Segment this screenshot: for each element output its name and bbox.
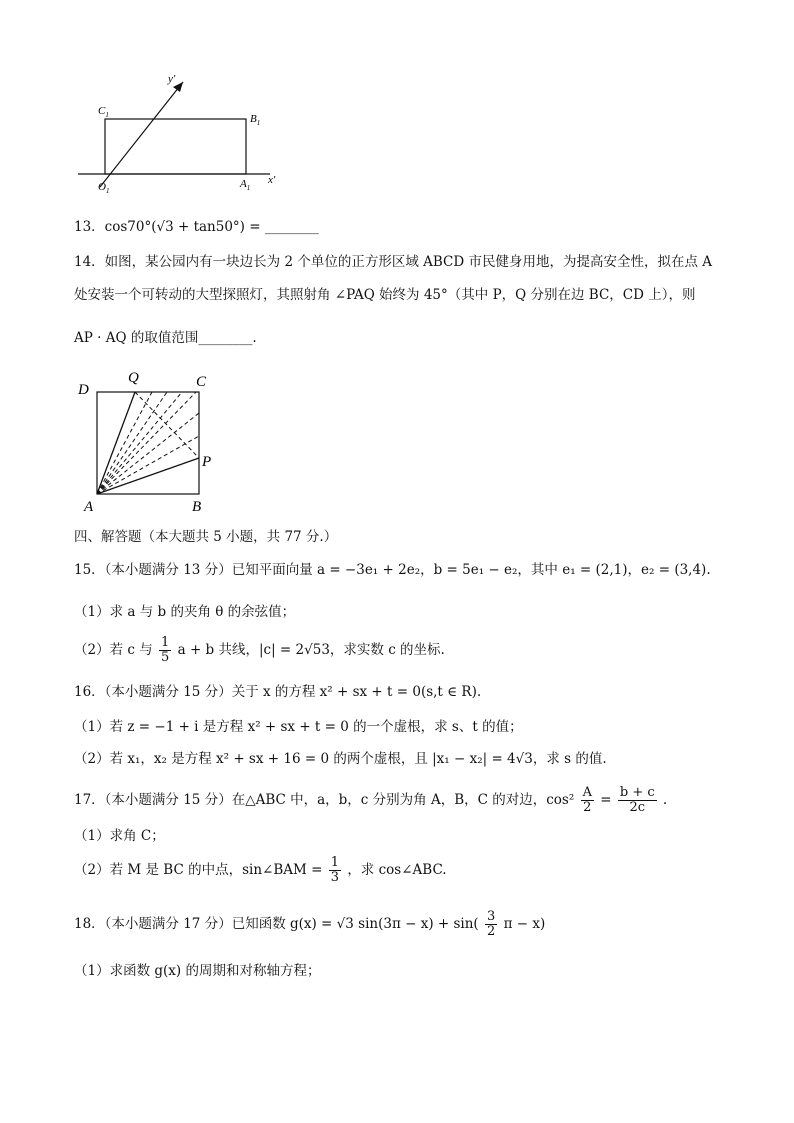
question-15-part2: [74, 636, 445, 665]
label-A: A: [84, 499, 94, 515]
question-15-stem: 15．（本小题满分 13 分）已知平面向量 a = −3e₁ + 2e₂，b = 5e₁ − e₂，其中 e₁ = (2,1)，e₂ = (3,4).: [74, 562, 711, 578]
q17-stem-text-b: .: [662, 792, 668, 808]
label-D: D: [78, 382, 89, 398]
segment-QP: [135, 392, 199, 458]
q17-p2-fraction: $\frac{1}{3}$: [330, 855, 340, 885]
question-17-part1: （1）求角 C；: [74, 828, 165, 844]
q17-equals: =: [600, 792, 612, 808]
label-B: B: [192, 499, 202, 515]
q15-p2-fraction: $\frac{1}{5}$: [161, 635, 170, 665]
y-axis: [100, 82, 183, 187]
question-16-part1: （1）若 z = −1 + i 是方程 x² + sx + t = 0 的一个虚根，求 s、t 的值；: [74, 719, 523, 735]
question-17-part2: [74, 856, 447, 885]
label-y-prime: y': [168, 73, 176, 85]
dashed-ray-6: [97, 436, 199, 494]
label-Q: Q: [128, 370, 139, 386]
q17-stem-text-a: 17．（本小题满分 15 分）在△ABC 中，a，b，c 分别为角 A，B，C 的对边，cos²: [74, 792, 575, 808]
section-title: 四、解答题（本大题共 5 小题，共 77 分.）: [74, 529, 338, 545]
label-P: P: [202, 454, 212, 470]
question-14-line2: 处安装一个可转动的大型探照灯，其照射角 ∠PAQ 始终为 45°（其中 P，Q 分别在边 BC，CD 上），则: [74, 287, 696, 303]
label-A1: $A_1$: [240, 178, 251, 192]
label-C: C: [196, 374, 207, 390]
label-O1: $O_1$: [98, 181, 110, 195]
rectangle-O1A1B1C1: [105, 119, 246, 174]
q18-fraction-3-over-2: $\frac{3}{2}$: [487, 909, 496, 939]
question-18-stem: [74, 910, 545, 939]
q17-p2-text-b: ，求 cos∠ABC.: [347, 862, 447, 878]
dashed-ray-2: [97, 392, 167, 494]
q18-stem-text-b: π − x): [503, 916, 546, 932]
question-15-part1: （1）求 a 与 b 的夹角 θ 的余弦值；: [74, 604, 296, 620]
question-16-part2: （2）若 x₁，x₂ 是方程 x² + sx + 16 = 0 的两个虚根，且 |x₁ − x₂| = 4√3，求 s 的值.: [74, 751, 607, 767]
question-16-stem: 16．（本小题满分 15 分）关于 x 的方程 x² + sx + t = 0(s,t ∈ R).: [74, 684, 482, 700]
question-14-line1: 14．如图，某公园内有一块边长为 2 个单位的正方形区域 ABCD 市民健身用地，为提高安全性，拟在点 A: [74, 254, 713, 270]
question-13: 13．cos70°(√3 + tan50°) = ________: [74, 219, 319, 235]
q18-stem-text-a: 18．（本小题满分 17 分）已知函数 g(x) = √3 sin(3π − x) + sin(: [74, 916, 479, 932]
question-14-line3: AP · AQ 的取值范围________.: [74, 330, 257, 346]
question-17-stem: [74, 786, 667, 815]
figure-square-searchlight: [70, 368, 230, 518]
dashed-ray-4: [97, 392, 196, 494]
label-x-prime: x': [268, 174, 276, 186]
label-B1: $B_1$: [250, 113, 261, 127]
question-18-part1: （1）求函数 g(x) 的周期和对称轴方程；: [74, 963, 321, 979]
q17-p2-text-a: （2）若 M 是 BC 的中点，sin∠BAM =: [74, 862, 323, 878]
q15-p2-text-b: a + b 共线，|c| = 2√53，求实数 c 的坐标.: [177, 642, 445, 658]
label-C1: $C_1$: [98, 105, 109, 119]
q17-fraction-bc-over-2c: $\frac{b + c}{2c}$: [619, 785, 655, 815]
q15-p2-text-a: （2）若 c 与: [74, 642, 153, 658]
q17-fraction-A-over-2: $\frac{A}{2}$: [582, 785, 592, 815]
figure-oblique-axes: [70, 70, 290, 195]
